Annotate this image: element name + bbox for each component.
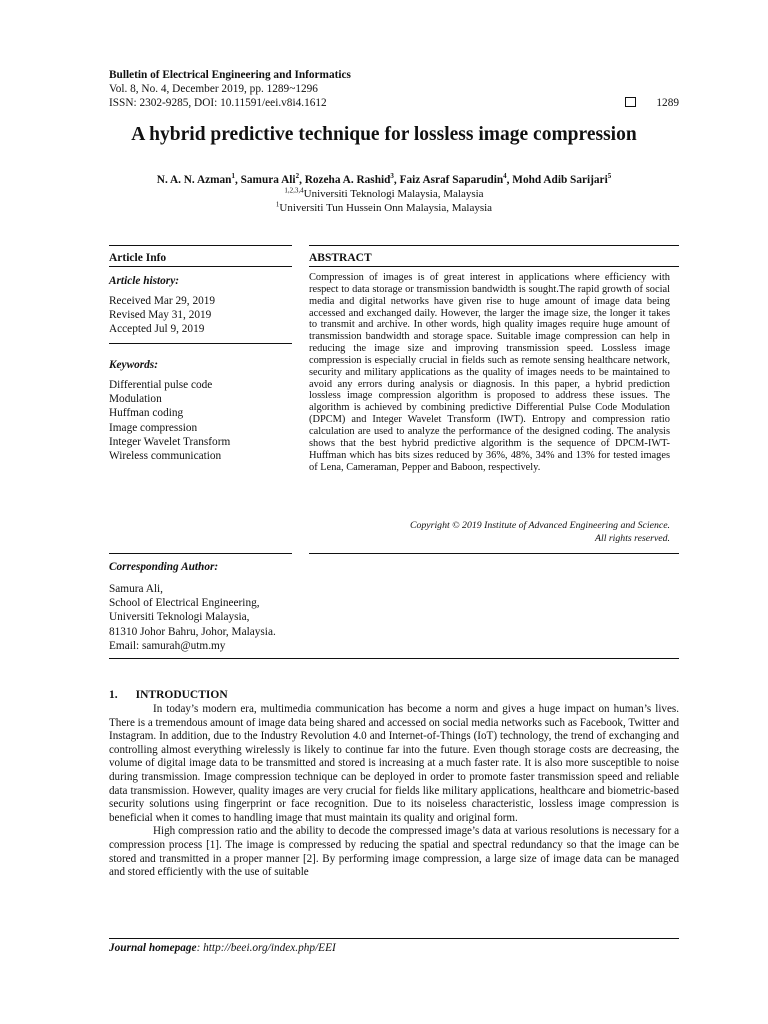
corresponding-email: Email: samurah@utm.my — [109, 639, 226, 652]
keyword: Image compression — [109, 421, 198, 434]
corresponding-line: Samura Ali, — [109, 583, 163, 595]
corresponding-line: 81310 Johor Bahru, Johor, Malaysia. — [109, 625, 276, 638]
author-sup: 4 — [503, 172, 507, 181]
introduction-heading — [109, 689, 228, 701]
divider — [309, 266, 679, 267]
journal-header — [109, 68, 679, 110]
section-title: INTRODUCTION — [135, 689, 228, 701]
corresponding-line: School of Electrical Engineering, — [109, 597, 260, 610]
abstract-text: Compression of images is of great interest in applications where efficiency with respect to data storage or transmission bandwidth is sought.The rapid growth of social media and digital networks have given rise to huge amount of image data being accessed and exchanged daily. However, the larger the image size, the longer it takes to transmit and archive. In other words, high quality images require huge amount of transmission bandwidth and storage space. Suitable image compression can help in reducing the image size and improving transmission speed. Lossless image compression is especially crucial in fields such as remote sensing healthcare network, security and military applications as the quality of images needs to be maintained to avoid any errors during analysis or diagnosis. In this paper, a hybrid prediction lossless image compression algorithm is proposed to address these issues. The algorithm is achieved by combining predictive Differential Pulse Code Modulation (DPCM) and Integer Wavelet Transform (IWT). Entropy and compression ratio calculation are used to analyze the performance of the designed coding. The analysis shows that the best hybrid predictive algorithm is the sequence of DPCM-IWT-Huffman which has bits sizes reduced by 36%, 48%, 34% and 13% for tested images of Lena, Cameraman, Pepper and Baboon, respectively. — [309, 272, 670, 473]
homepage-link[interactable]: : http://beei.org/index.php/EEI — [196, 942, 336, 954]
author-sep: , — [393, 174, 400, 186]
paper-title: A hybrid predictive technique for lossless image compression — [131, 124, 637, 145]
keyword: Integer Wavelet Transform — [109, 435, 231, 448]
corresponding-details — [109, 582, 276, 653]
author-sup: 3 — [390, 172, 394, 181]
divider — [309, 245, 679, 246]
article-info-heading: Article Info — [109, 252, 167, 264]
history-item: Revised May 31, 2019 — [109, 309, 212, 322]
keyword: Modulation — [109, 393, 162, 406]
affiliation — [0, 188, 768, 200]
author-sep: , — [506, 174, 513, 186]
keyword-list — [109, 378, 230, 463]
copyright — [309, 520, 670, 545]
section-number: 1. — [109, 689, 118, 701]
divider — [109, 245, 292, 246]
article-history — [109, 294, 215, 337]
page-number: 1289 — [656, 97, 679, 109]
keyword: Differential pulse code — [109, 379, 213, 391]
abstract-heading: ABSTRACT — [309, 252, 372, 264]
divider — [109, 343, 292, 344]
paragraph: High compression ratio and the ability to decode the compressed image’s data at various resolutions is necessary for a compression process [1]. The image is compressed by reducing the spatial and spectral redundancy so that the image can be stored and transmitted in a proper manner [2]. By performing image compression, a large size of image data can be managed and stored efficiently with the use of suitable — [109, 825, 679, 879]
page-number-block — [625, 96, 679, 110]
divider — [109, 658, 679, 659]
history-item: Received Mar 29, 2019 — [109, 295, 216, 307]
square-icon — [625, 97, 636, 107]
author-sep: , — [234, 174, 241, 186]
keywords-heading: Keywords: — [109, 359, 158, 371]
journal-homepage — [109, 942, 336, 954]
author-sep: , — [299, 174, 305, 186]
affiliation-sup: 1,2,3,4 — [284, 186, 304, 195]
affiliation-text: Universiti Teknologi Malaysia, Malaysia — [303, 188, 484, 200]
copyright-line: Copyright © 2019 Institute of Advanced Engineering and Science. — [409, 520, 670, 531]
author: Rozeha A. Rashid — [304, 174, 391, 186]
journal-name: Bulletin of Electrical Engineering and Informatics — [109, 69, 351, 81]
author: Faiz Asraf Saparudin — [399, 174, 504, 186]
divider — [309, 553, 679, 554]
corresponding-heading: Corresponding Author: — [109, 561, 219, 573]
divider — [109, 266, 292, 267]
homepage-label: Journal homepage — [109, 942, 197, 954]
paragraph: In today’s modern era, multimedia communication has become a norm and gives a huge impact on human’s lives. There is a tremendous amount of image data being shared and accessed on social media networks such as Facebook, Twitter and Instagram. In addition, due to the Industry Revolution 4.0 and Internet-of-Things (IoT) technology, the trend of exchanging and controlling almost everything wirelessly is likely to continue far into the future. Even though storage costs are decreasing, the volume of digital image data to be transmitted and stored is increasing at a much faster rate. It is also more susceptible to noise during transmission. Image compression technique can be deployed in order to promote faster transmission speed and reliable data transmission. However, quality images are very crucial for fields like military applications, healthcare and biometric-based security solutions using fingerprint or face recognition. Due to its noiseless characteristic, lossless image compression is beneficial when it comes to handling image that must maintain its quality and original form. — [109, 703, 679, 824]
introduction-body — [109, 703, 679, 880]
author-list — [0, 174, 768, 186]
author: N. A. N. Azman — [156, 174, 232, 186]
keyword: Wireless communication — [109, 450, 222, 463]
author: Samura Ali — [240, 174, 296, 186]
journal-volume: Vol. 8, No. 4, December 2019, pp. 1289~1296 — [109, 83, 318, 95]
affiliation — [0, 202, 768, 214]
affiliation-text: Universiti Tun Hussein Onn Malaysia, Malaysia — [279, 202, 493, 214]
divider — [109, 553, 292, 554]
article-history-heading: Article history: — [109, 275, 179, 287]
keyword: Huffman coding — [109, 407, 184, 420]
affiliation-sup: 1 — [275, 200, 280, 209]
footer-divider — [109, 938, 679, 939]
journal-issn: ISSN: 2302-9285, DOI: 10.11591/eei.v8i4.1612 — [109, 97, 327, 109]
author: Mohd Adib Sarijari — [512, 174, 608, 186]
history-item: Accepted Jul 9, 2019 — [109, 323, 205, 336]
author-sup: 5 — [607, 172, 612, 181]
corresponding-line: Universiti Teknologi Malaysia, — [109, 611, 250, 624]
copyright-line: All rights reserved. — [594, 532, 670, 544]
author-sup: 1 — [231, 172, 235, 181]
author-sup: 2 — [295, 172, 300, 181]
